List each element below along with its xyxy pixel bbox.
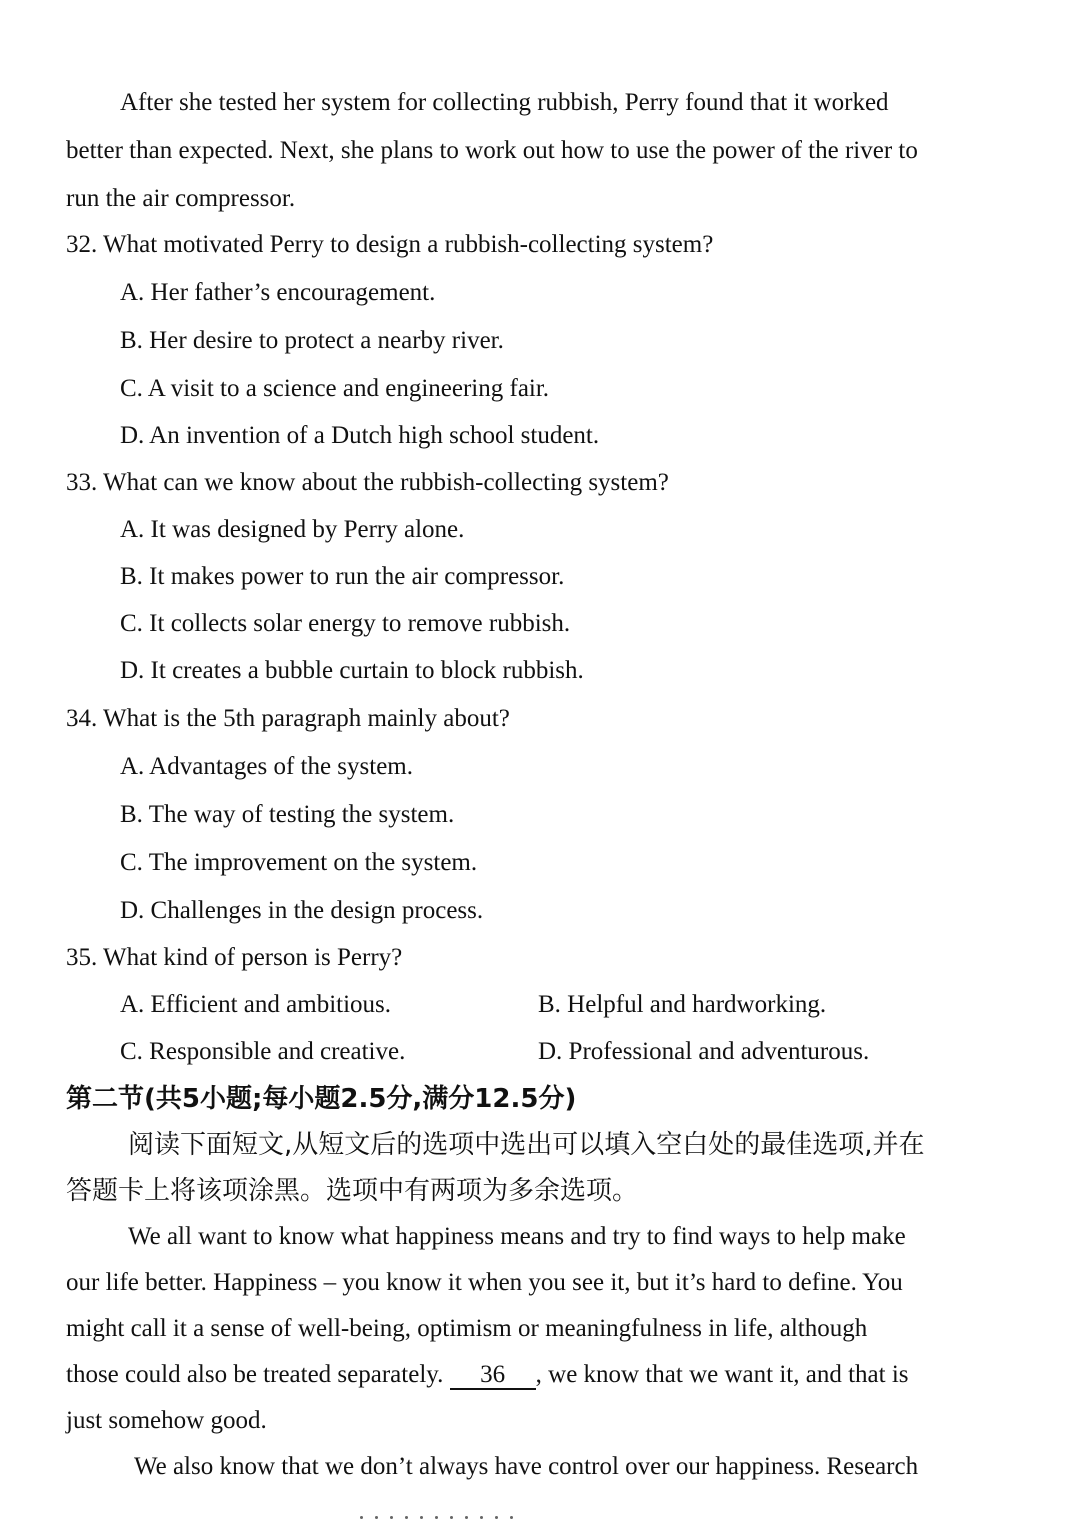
passage-line-1: After she tested her system for collecting rubbish, Perry found that it worked (120, 89, 889, 116)
passage-2-line-4 (66, 1360, 909, 1390)
question-34-stem: 34. What is the 5th paragraph mainly about? (66, 705, 510, 732)
passage-2-line-2: our life better. Happiness – you know it when you see it, but it’s hard to define. You (66, 1269, 903, 1296)
passage-2-line-4-post: , we know that we want it, and that is (535, 1361, 909, 1388)
question-32-option-d: D. An invention of a Dutch high school student. (120, 422, 600, 449)
question-35-stem: 35. What kind of person is Perry? (66, 944, 403, 971)
question-34-option-d: D. Challenges in the design process. (120, 897, 484, 924)
passage-2-line-1: We all want to know what happiness means and try to find ways to help make (128, 1223, 906, 1250)
passage-line-3: run the air compressor. (66, 185, 296, 212)
section-2-title: 第二节(共5小题;每小题2.5分,满分12.5分) (66, 1084, 577, 1114)
passage-2-paragraph-2-line-1: We also know that we don’t always have control over our happiness. Research (134, 1453, 919, 1480)
question-35-option-c: C. Responsible and creative. (120, 1038, 406, 1065)
question-32-stem: 32. What motivated Perry to design a rubbish-collecting system? (66, 231, 714, 258)
passage-2-line-4-pre: those could also be treated separately. (66, 1361, 444, 1388)
question-32-option-c: C. A visit to a science and engineering fair. (120, 375, 550, 402)
question-32-option-b: B. Her desire to protect a nearby river. (120, 327, 504, 354)
question-32-option-a: A. Her father’s encouragement. (120, 279, 436, 306)
blank-36: 36 (450, 1362, 536, 1390)
question-34-option-a: A. Advantages of the system. (120, 753, 414, 780)
question-35-option-b: B. Helpful and hardworking. (538, 991, 827, 1018)
passage-2-line-3: might call it a sense of well-being, optimism or meaningfulness in life, although (66, 1315, 868, 1342)
passage-2-line-5: just somehow good. (66, 1407, 267, 1434)
question-34-option-b: B. The way of testing the system. (120, 801, 455, 828)
question-33-option-a: A. It was designed by Perry alone. (120, 516, 465, 543)
question-33-option-d: D. It creates a bubble curtain to block rubbish. (120, 657, 584, 684)
question-33-option-c: C. It collects solar energy to remove rubbish. (120, 610, 571, 637)
footer-dots (360, 1498, 660, 1508)
section-2-instruction-line-2: 答题卡上将该项涂黑。选项中有两项为多余选项。 (66, 1176, 639, 1206)
question-34-option-c: C. The improvement on the system. (120, 849, 478, 876)
question-33-stem: 33. What can we know about the rubbish-collecting system? (66, 469, 669, 496)
question-35-option-a: A. Efficient and ambitious. (120, 991, 392, 1018)
passage-line-2: better than expected. Next, she plans to work out how to use the power of the river to (66, 137, 918, 164)
question-33-option-b: B. It makes power to run the air compressor. (120, 563, 565, 590)
section-2-instruction-line-1: 阅读下面短文,从短文后的选项中选出可以填入空白处的最佳选项,并在 (128, 1130, 925, 1160)
question-35-option-d: D. Professional and adventurous. (538, 1038, 870, 1065)
